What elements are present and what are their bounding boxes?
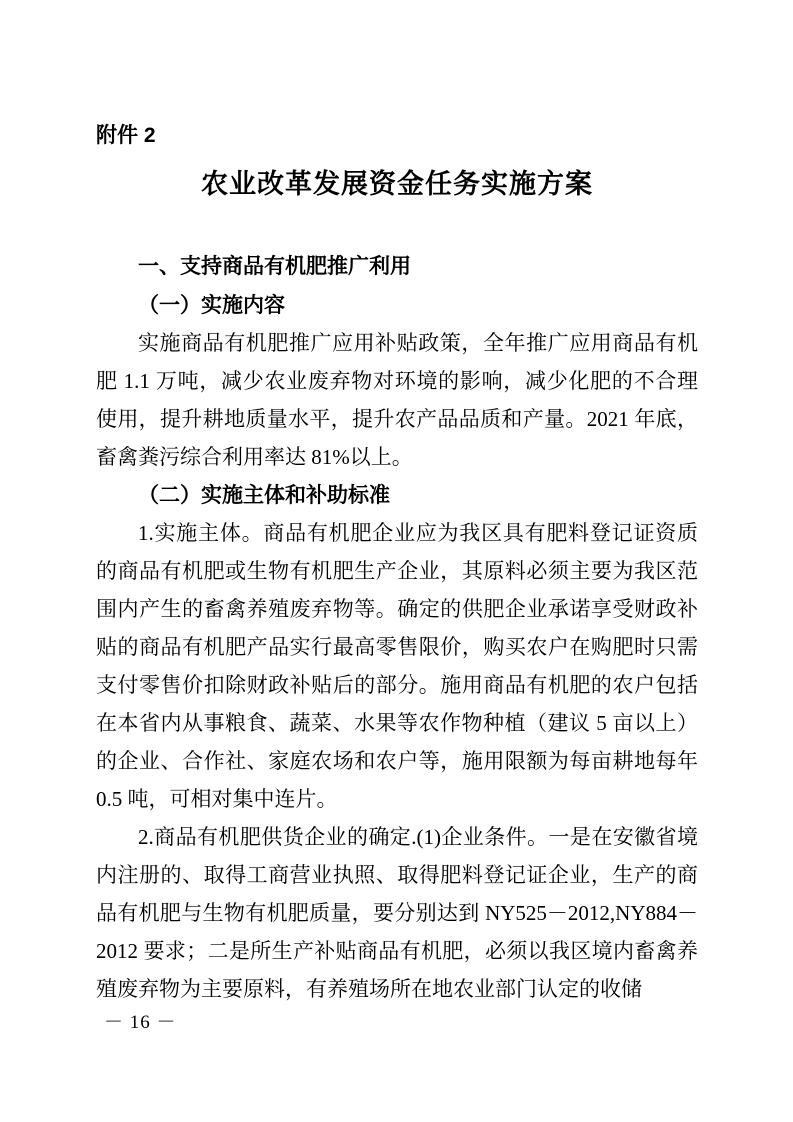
paragraph-implementation-content: 实施商品有机肥推广应用补贴政策，全年推广应用商品有机肥 1.1 万吨，减少农业废弃物对环境的影响，减少化肥的不合理使用，提升耕地质量水平，提升农产品品质和产量。2021 年底，畜禽粪污综合利用率达 81%以上。: [96, 331, 698, 469]
document-title: 农业改革发展资金任务实施方案: [201, 169, 593, 199]
paragraph-supplier-determination: 2.商品有机肥供货企业的确定.(1)企业条件。一是在安徽省境内注册的、取得工商营业执照、取得肥料登记证企业，生产的商品有机肥与生物有机肥质量，要分别达到 NY525－2012,NY884－2012 要求；二是所生产补贴商品有机肥，必须以我区境内畜禽养殖废弃物为主要原料，有养殖场所在地农业部门认定的收储: [96, 825, 698, 1001]
section-heading: 一、支持商品有机肥推广利用: [138, 255, 411, 278]
subsection-heading-2: （二）实施主体和补助标准: [138, 483, 390, 507]
page-number: － 16 －: [104, 1012, 177, 1033]
attachment-label: 附件 2: [96, 124, 156, 147]
paragraph-implementation-subject: 1.实施主体。商品有机肥企业应为我区具有肥料登记证资质的商品有机肥或生物有机肥生产企业，其原料必须主要为我区范围内产生的畜禽养殖废弃物等。确定的供肥企业承诺享受财政补贴的商品有机肥产品实行最高零售限价，购买农户在购肥时只需支付零售价扣除财政补贴后的部分。施用商品有机肥的农户包括在本省内从事粮食、蔬菜、水果等农作物种植（建议 5 亩以上）的企业、合作社、家庭农场和农户等，施用限额为每亩耕地每年 0.5 吨，可相对集中连片。: [96, 521, 698, 811]
subsection-heading-1: （一）实施内容: [138, 293, 285, 317]
document-body: [96, 248, 698, 1008]
